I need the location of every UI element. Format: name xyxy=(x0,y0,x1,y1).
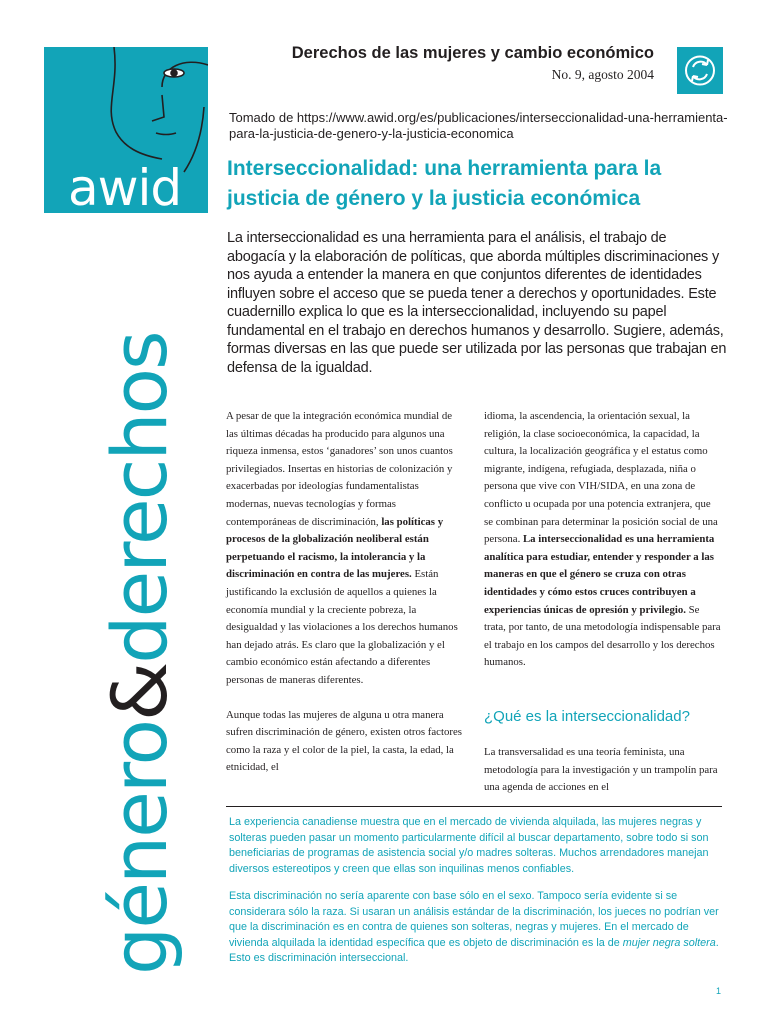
source-link-text: Tomado de https://www.awid.org/es/publicaciones/interseccionalidad-una-herramienta-para-la-justicia-de-genero-y-la-justicia-economica xyxy=(229,110,728,141)
sidebar-paragraph xyxy=(229,889,721,967)
intro-paragraph: La interseccionalidad es una herramienta para el análisis, el trabajo de abogacía y la elaboración de políticas, que aborda múltiples discriminaciones y nos ayuda a entender la manera en que conjuntos diferentes de identidades influyen sobre el acceso que se pueda tener a derechos y oportunidades. Este cuadernillo explica lo que es la interseccionalidad, incluyendo su papel fundamental en el trabajo en derechos humanos y desarrollo. Sugiere, además, formas diversas en las que puede ser utilizada por las personas que trabajan en defensa de la igualdad. xyxy=(227,230,727,376)
body-paragraph: Aunque todas las mujeres de alguna u otra manera sufren discriminación de género, existen otros factores como la raza y el color de la piel, la casta, la edad, la etnicidad, el xyxy=(226,708,462,774)
body-column-right xyxy=(484,408,722,689)
body-text: A pesar de que la integración económica mundial de las últimas décadas ha producido para algunos una riqueza inmensa, estos ‘ganadores’ son unos cuantos privilegiados. Insertas en historias de colonización y exacerbadas por ideologías fundamentalistas modernas, nuevas tecnologías y formas contemporáneas de discriminación, xyxy=(226,410,453,528)
circular-arrows-icon xyxy=(677,47,723,94)
sidebar-text: . Esto es discriminación interseccional. xyxy=(229,936,719,964)
body-column-right-continued xyxy=(484,744,722,814)
body-paragraph xyxy=(226,408,464,690)
awid-logo-wordmark: awid xyxy=(68,159,182,217)
sidebar-text: Esta discriminación no sería aparente con base sólo en el sexo. Tampoco sería evidente si se considerara sólo la raza. Si usaran un análisis estándar de la discriminación, los jueces no podrían ver que la discriminación es en contra de quienes son solteras, negras y mujeres. En el mercado de vivienda alquilada la identidad específica que es objeto de discriminación es la de xyxy=(229,890,719,949)
section-heading: ¿Qué es la interseccionalidad? xyxy=(484,708,690,725)
sidebar-text-italic: mujer negra soltera xyxy=(622,936,716,949)
sidebar-example xyxy=(229,815,721,979)
body-text: idioma, la ascendencia, la orientación sexual, la religión, la clase socioeconómica, la capacidad, la cultura, la localización geográfica y el estatus como migrante, indígena, refugiada, desplazada, niña o persona que vive con VIH/SIDA, en una zona de conflicto u ocupada por una potencia extranjera, que se combinan para determinar la posición social de una persona. xyxy=(484,410,718,546)
series-title: Derechos de las mujeres y cambio económico xyxy=(291,44,654,62)
vertical-banner-text xyxy=(95,332,184,975)
body-text: Están justificando la exclusión de aquellos a quienes la economía mundial y la creciente pobreza, la desigualdad y las violaciones a los derechos humanos han dejado atrás. Es claro que la globalización y el cambio económico están afectando a diferentes personas de maneras diferentes. xyxy=(226,568,458,686)
body-paragraph: La transversalidad es una teoría feminista, una metodología para la investigación y un trampolín para una agenda de acciones en el xyxy=(484,746,718,794)
body-column-left xyxy=(226,408,464,794)
body-text: Se trata, por tanto, de una metodología indispensable para el trabajo en los campos del desarrollo y los derechos humanos. xyxy=(484,603,721,669)
banner-word-derechos: derechos xyxy=(95,332,184,664)
sidebar-paragraph: La experiencia canadiense muestra que en el mercado de vivienda alquilada, las mujeres negras y solteras pueden pasar un momento particularmente difícil al buscar departamento, sobre todo si son beneficiarias de programas de asistencia social y/o madres solteras. Muchos arrendadores manejan diversos estereotipos y creen que ellas son inquilinas menos confiables. xyxy=(229,816,709,875)
divider xyxy=(226,806,722,807)
body-text-bold: La interseccionalidad es una herramienta analítica para estudiar, entender y responder a las maneras en que el género se cruza con otras identidades y cómo estos cruces contribuyen a experiencias únicas de opresión y privilegio. xyxy=(484,533,715,616)
issue-number-date: No. 9, agosto 2004 xyxy=(551,67,654,82)
vertical-banner xyxy=(95,332,184,975)
body-paragraph xyxy=(484,408,722,672)
page-number: 1 xyxy=(716,986,722,996)
body-text-bold: las políticas y procesos de la globalización neoliberal están perpetuando el racismo, la intolerancia y la discriminación en contra de las mujeres. xyxy=(226,515,444,581)
banner-ampersand: & xyxy=(95,663,184,721)
banner-word-genero: género xyxy=(95,721,184,975)
page-title: Interseccionalidad: una herramienta para la justicia de género y la justicia económica xyxy=(227,157,662,210)
